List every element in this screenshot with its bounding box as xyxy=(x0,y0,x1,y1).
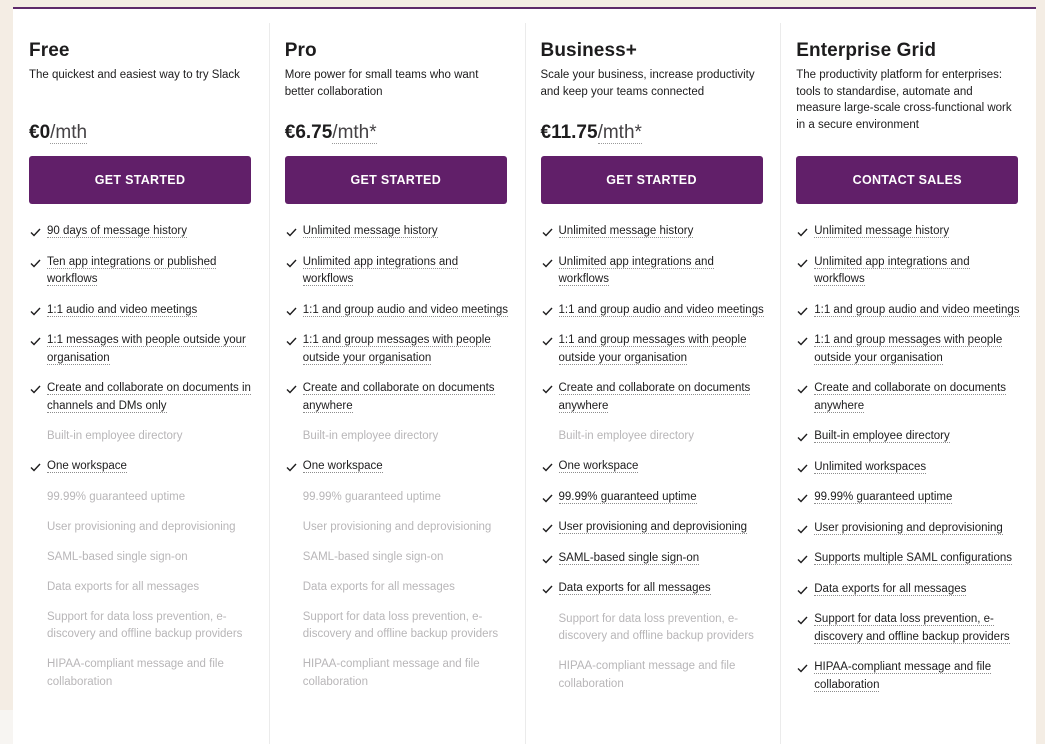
feature-item xyxy=(285,549,509,567)
get-started-button[interactable]: GET STARTED xyxy=(29,156,251,204)
contact-sales-button[interactable]: CONTACT SALES xyxy=(796,156,1018,204)
checkmark-icon xyxy=(542,228,553,237)
plan-description: Scale your business, increase productivity and keep your teams connected xyxy=(540,69,755,98)
feature-label: Support for data loss prevention, e-discovery and offline backup providers xyxy=(302,610,499,640)
feature-item xyxy=(29,579,253,597)
feature-item xyxy=(796,428,1020,446)
checkmark-icon xyxy=(30,307,41,316)
plan-name: Business+ xyxy=(540,40,637,61)
feature-item xyxy=(29,609,253,644)
price-unit[interactable]: /mth xyxy=(50,122,88,143)
feature-label[interactable]: 1:1 audio and video meetings xyxy=(47,303,198,316)
feature-label: Data exports for all messages xyxy=(302,580,455,593)
checkmark-icon xyxy=(542,585,553,594)
feature-item xyxy=(796,520,1020,538)
feature-label: User provisioning and deprovisioning xyxy=(302,520,492,533)
feature-item xyxy=(29,380,253,415)
feature-label[interactable]: User provisioning and deprovisioning xyxy=(558,521,748,533)
feature-label: Built-in employee directory xyxy=(47,430,183,442)
feature-label[interactable]: 1:1 messages with people outside your organisation xyxy=(47,334,246,364)
feature-label[interactable]: Ten app integrations or published workflows xyxy=(47,255,217,285)
feature-item xyxy=(541,254,765,289)
plan-description: More power for small teams who want better collaboration xyxy=(284,69,479,98)
pricing-table xyxy=(13,7,1036,744)
feature-item xyxy=(796,380,1020,415)
feature-label[interactable]: User provisioning and deprovisioning xyxy=(814,521,1003,534)
feature-label[interactable]: 1:1 and group audio and video meetings xyxy=(302,303,508,316)
checkmark-icon xyxy=(797,228,808,237)
checkmark-icon xyxy=(542,463,553,472)
feature-label[interactable]: 1:1 and group messages with people outside your organisation xyxy=(814,334,1003,364)
feature-item xyxy=(796,659,1020,694)
feature-label[interactable]: Data exports for all messages xyxy=(558,582,711,594)
feature-item xyxy=(541,223,765,241)
feature-label[interactable]: 1:1 and group messages with people outside your organisation xyxy=(302,334,491,364)
plan-name: Pro xyxy=(284,40,317,61)
checkmark-icon xyxy=(286,463,297,472)
feature-label: 99.99% guaranteed uptime xyxy=(302,490,441,503)
feature-label: Built-in employee directory xyxy=(558,430,695,442)
feature-item xyxy=(541,302,765,320)
feature-label[interactable]: HIPAA-compliant message and file collaboration xyxy=(814,661,992,691)
get-started-button[interactable]: GET STARTED xyxy=(285,156,507,204)
feature-list xyxy=(285,223,509,691)
feature-item xyxy=(796,302,1020,320)
checkmark-icon xyxy=(542,524,553,533)
feature-item xyxy=(796,489,1020,507)
checkmark-icon xyxy=(797,337,808,346)
price-amount: €11.75 xyxy=(540,122,598,143)
checkmark-icon xyxy=(30,228,41,237)
feature-label[interactable]: Create and collaborate on documents anywhere xyxy=(558,382,751,412)
feature-item xyxy=(285,254,509,289)
feature-item xyxy=(29,519,253,537)
feature-label[interactable]: Unlimited app integrations and workflows xyxy=(302,255,459,285)
feature-label[interactable]: Unlimited message history xyxy=(558,225,694,237)
feature-item xyxy=(29,428,253,446)
feature-item xyxy=(285,302,509,320)
feature-item xyxy=(285,458,509,476)
checkmark-icon xyxy=(797,433,808,442)
checkmark-icon xyxy=(542,307,553,316)
price-unit[interactable]: /mth* xyxy=(332,122,377,143)
get-started-button[interactable]: GET STARTED xyxy=(541,156,763,204)
feature-item xyxy=(29,223,253,241)
feature-item xyxy=(541,611,765,646)
feature-item xyxy=(796,550,1020,568)
price-amount: €6.75 xyxy=(284,122,333,143)
feature-label[interactable]: SAML-based single sign-on xyxy=(558,551,700,564)
feature-label[interactable]: Unlimited app integrations and workflows xyxy=(814,255,970,285)
feature-label[interactable]: One workspace xyxy=(558,460,639,472)
feature-label: Data exports for all messages xyxy=(47,580,200,593)
feature-label[interactable]: Unlimited workspaces xyxy=(814,460,927,473)
checkmark-icon xyxy=(797,616,808,625)
feature-label[interactable]: Create and collaborate on documents in channels and DMs only xyxy=(47,382,251,412)
feature-label[interactable]: One workspace xyxy=(47,460,127,472)
feature-item xyxy=(285,519,509,537)
feature-label[interactable]: 90 days of message history xyxy=(47,225,187,237)
feature-item xyxy=(29,332,253,367)
checkmark-icon xyxy=(286,307,297,316)
feature-label[interactable]: One workspace xyxy=(302,460,383,472)
checkmark-icon xyxy=(30,337,41,346)
checkmark-icon xyxy=(286,385,297,394)
feature-item xyxy=(285,332,509,367)
feature-item xyxy=(29,254,253,289)
feature-item xyxy=(796,332,1020,367)
feature-label[interactable]: 1:1 and group audio and video meetings xyxy=(558,303,764,316)
feature-item xyxy=(796,254,1020,289)
feature-item xyxy=(796,611,1020,646)
feature-item xyxy=(796,581,1020,599)
feature-item xyxy=(796,223,1020,241)
feature-label: Support for data loss prevention, e-discovery and offline backup providers xyxy=(47,610,243,640)
checkmark-icon xyxy=(797,385,808,394)
feature-label: SAML-based single sign-on xyxy=(302,550,444,563)
feature-label[interactable]: 99.99% guaranteed uptime xyxy=(814,491,953,503)
feature-label[interactable]: Unlimited message history xyxy=(302,225,438,237)
checkmark-icon xyxy=(30,463,41,472)
plan-free xyxy=(13,9,269,744)
feature-item xyxy=(541,550,765,568)
plan-name: Free xyxy=(29,40,70,61)
checkmark-icon xyxy=(286,337,297,346)
plan-price xyxy=(29,121,253,147)
feature-label[interactable]: 1:1 and group audio and video meetings xyxy=(814,303,1020,316)
feature-list xyxy=(29,223,253,691)
feature-label[interactable]: Data exports for all messages xyxy=(814,582,967,595)
feature-item xyxy=(541,380,765,415)
feature-item xyxy=(541,428,765,446)
feature-item xyxy=(285,656,509,691)
feature-item xyxy=(285,609,509,644)
plan-price xyxy=(285,121,509,147)
feature-label[interactable]: 1:1 and group messages with people outside your organisation xyxy=(558,334,747,364)
checkmark-icon xyxy=(542,259,553,268)
feature-item xyxy=(541,458,765,476)
plan-price xyxy=(541,121,765,147)
price-amount: €0 xyxy=(29,122,51,143)
feature-label: Support for data loss prevention, e-discovery and offline backup providers xyxy=(558,612,754,642)
plan-business-plus xyxy=(525,9,781,744)
feature-label[interactable]: 99.99% guaranteed uptime xyxy=(558,490,697,503)
checkmark-icon xyxy=(30,259,41,268)
checkmark-icon xyxy=(542,555,553,564)
feature-item xyxy=(285,579,509,597)
feature-item xyxy=(796,459,1020,477)
feature-label: 99.99% guaranteed uptime xyxy=(47,490,186,503)
feature-list xyxy=(796,223,1020,694)
feature-label[interactable]: Create and collaborate on documents anywhere xyxy=(814,382,1007,412)
checkmark-icon xyxy=(542,337,553,346)
feature-item xyxy=(29,302,253,320)
checkmark-icon xyxy=(286,259,297,268)
checkmark-icon xyxy=(797,494,808,503)
feature-item xyxy=(285,380,509,415)
plan-name: Enterprise Grid xyxy=(796,40,937,61)
plan-enterprise-grid xyxy=(780,9,1036,744)
feature-item xyxy=(29,549,253,567)
checkmark-icon xyxy=(797,464,808,473)
plan-description: The productivity platform for enterprises: tools to standardise, automate and measure large-scale cross-functional work in a secure environment xyxy=(796,69,1012,131)
feature-label: HIPAA-compliant message and file collaboration xyxy=(302,658,480,688)
checkmark-icon xyxy=(797,307,808,316)
feature-list xyxy=(541,223,765,693)
feature-item xyxy=(285,428,509,446)
page-background-strip xyxy=(0,710,13,744)
feature-label: SAML-based single sign-on xyxy=(47,550,188,563)
feature-label[interactable]: Unlimited app integrations and workflows xyxy=(558,255,714,285)
checkmark-icon xyxy=(797,664,808,673)
checkmark-icon xyxy=(797,555,808,564)
feature-item xyxy=(29,458,253,476)
feature-label[interactable]: Supports multiple SAML configurations xyxy=(814,552,1012,564)
feature-item xyxy=(541,489,765,507)
plan-description: The quickest and easiest way to try Slack xyxy=(29,69,240,81)
checkmark-icon xyxy=(542,385,553,394)
feature-item xyxy=(541,332,765,367)
feature-label[interactable]: Unlimited message history xyxy=(814,225,950,237)
price-unit[interactable]: /mth* xyxy=(597,122,642,143)
feature-item xyxy=(285,489,509,507)
feature-item xyxy=(541,658,765,693)
feature-label: Built-in employee directory xyxy=(302,430,439,442)
checkmark-icon xyxy=(30,385,41,394)
feature-label: HIPAA-compliant message and file collaboration xyxy=(47,658,224,688)
feature-item xyxy=(285,223,509,241)
checkmark-icon xyxy=(797,586,808,595)
feature-label: HIPAA-compliant message and file collaboration xyxy=(558,660,736,690)
feature-item xyxy=(541,580,765,598)
checkmark-icon xyxy=(797,259,808,268)
feature-label[interactable]: Built-in employee directory xyxy=(814,430,950,442)
checkmark-icon xyxy=(286,228,297,237)
checkmark-icon xyxy=(797,525,808,534)
feature-item xyxy=(29,656,253,691)
feature-item xyxy=(541,519,765,537)
feature-label: User provisioning and deprovisioning xyxy=(47,520,236,533)
feature-item xyxy=(29,489,253,507)
feature-label[interactable]: Support for data loss prevention, e-discovery and offline backup providers xyxy=(814,613,1010,643)
feature-label[interactable]: Create and collaborate on documents anywhere xyxy=(302,382,495,412)
plan-pro xyxy=(269,9,525,744)
checkmark-icon xyxy=(542,494,553,503)
